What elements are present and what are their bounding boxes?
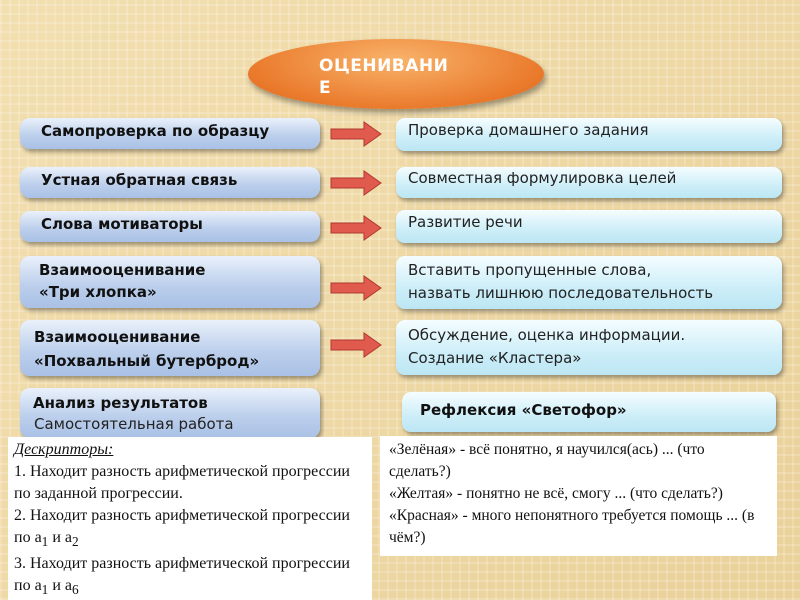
traffic-light-panel (380, 436, 777, 556)
descriptor-item: 2. Находит разность арифметической прогрессии по $a_1$ и $a_2$ (14, 507, 350, 550)
method-box-three-claps (20, 256, 320, 308)
purpose-box-speech (396, 210, 782, 243)
method-label: Устная обратная связь (41, 171, 238, 189)
method-label-line2: «Похвальный бутерброд» (34, 352, 260, 370)
purpose-label: Проверка домашнего задания (408, 121, 649, 139)
purpose-label: Развитие речи (408, 213, 523, 231)
reflection-box (402, 392, 776, 432)
method-label-line2: «Три хлопка» (39, 283, 157, 301)
descriptor-item: 1. Находит разность арифметической прогрессии по заданной прогрессии. (14, 463, 350, 502)
analysis-title: Анализ результатов (33, 394, 208, 412)
method-box-self-check (20, 118, 320, 149)
method-box-oral-feedback (20, 167, 320, 198)
method-box-praise-sandwich (20, 320, 320, 376)
arrow-right-icon (330, 170, 382, 196)
arrow-right-icon (330, 275, 382, 301)
purpose-label-line2: назвать лишнюю последовательность (408, 284, 714, 302)
method-label: Слова мотиваторы (41, 215, 203, 233)
analysis-subtitle: Самостоятельная работа (34, 415, 234, 433)
purpose-box-missing-words (396, 256, 782, 309)
method-box-analysis (20, 388, 320, 438)
descriptors-panel (8, 437, 372, 600)
purpose-label: Совместная формулировка целей (408, 169, 677, 187)
traffic-light-yellow: «Желтая» - понятно не всё, смогу ... (что сделать?) (389, 485, 723, 502)
descriptors-heading: Дескрипторы: (14, 441, 114, 458)
arrow-right-icon (330, 332, 382, 358)
arrow-right-icon (330, 121, 382, 147)
reflection-title: Рефлексия «Светофор» (420, 401, 627, 419)
arrow-right-icon (330, 215, 382, 241)
purpose-label-line1: Вставить пропущенные слова, (408, 261, 652, 279)
method-label: Самопроверка по образцу (41, 122, 270, 140)
traffic-light-red: «Красная» - много непонятного требуется помощь ... (в чём?) (389, 507, 755, 546)
purpose-label-line2: Создание «Кластера» (408, 349, 582, 367)
method-box-motivators (20, 211, 320, 242)
descriptor-item: 3. Находит разность арифметической прогрессии по $a_1$ и $a_6$ (14, 555, 350, 598)
purpose-label-line1: Обсуждение, оценка информации. (408, 326, 686, 344)
purpose-box-goals (396, 167, 782, 198)
title-text: ОЦЕНИВАНИЕ (319, 56, 449, 98)
purpose-box-homework (396, 118, 782, 151)
traffic-light-green: «Зелёная» - всё понятно, я научился(ась) ... (что сделать?) (389, 441, 705, 480)
purpose-box-discussion (396, 320, 782, 375)
method-label-line1: Взаимооценивание (39, 261, 206, 279)
method-label-line1: Взаимооценивание (34, 328, 201, 346)
